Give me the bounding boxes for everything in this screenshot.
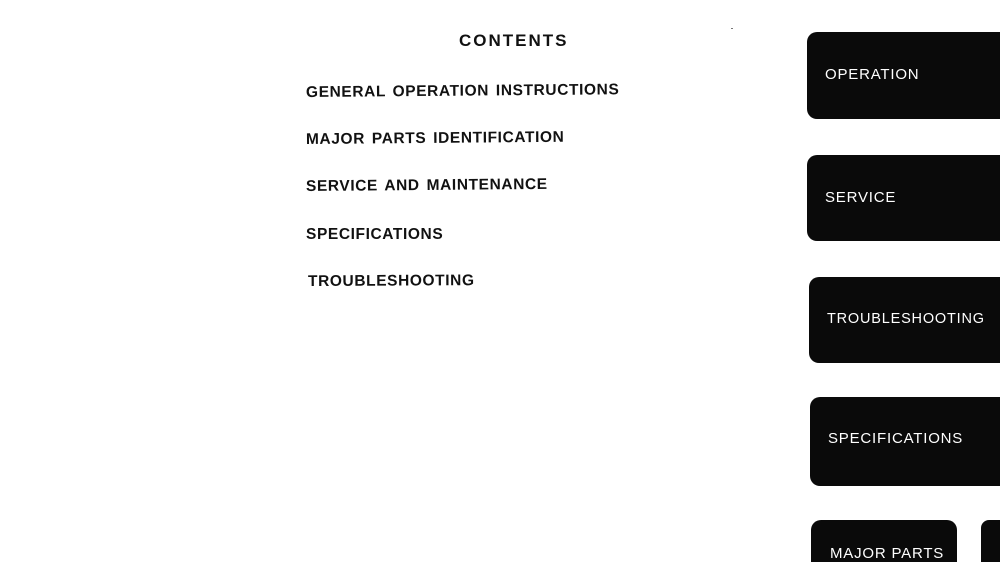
tab-major-parts[interactable] bbox=[811, 520, 957, 562]
page-edge-tab-bar bbox=[981, 520, 1000, 562]
tab-major-parts-label: MAJOR PARTS bbox=[830, 545, 945, 562]
tab-specifications[interactable] bbox=[810, 397, 1000, 486]
scan-speck bbox=[731, 28, 733, 29]
tab-specifications-label: SPECIFICATIONS bbox=[828, 430, 964, 447]
toc-item-troubleshooting[interactable]: TROUBLESHOOTING bbox=[307, 272, 475, 290]
tab-operation[interactable] bbox=[807, 32, 1000, 119]
toc-item-specifications[interactable]: SPECIFICATIONS bbox=[306, 226, 444, 243]
contents-title: CONTENTS bbox=[459, 31, 569, 50]
tab-service-label: SERVICE bbox=[825, 189, 897, 206]
tab-service[interactable] bbox=[807, 155, 1000, 241]
toc-item-service-maintenance[interactable]: SERVICE AND MAINTENANCE bbox=[305, 175, 548, 195]
toc-item-general-operation[interactable]: GENERAL OPERATION INSTRUCTIONS bbox=[305, 81, 620, 101]
toc-item-major-parts[interactable]: MAJOR PARTS IDENTIFICATION bbox=[305, 128, 565, 148]
tab-troubleshooting[interactable] bbox=[809, 277, 1000, 363]
tab-operation-label: OPERATION bbox=[825, 66, 920, 83]
tab-troubleshooting-label: TROUBLESHOOTING bbox=[827, 311, 985, 327]
